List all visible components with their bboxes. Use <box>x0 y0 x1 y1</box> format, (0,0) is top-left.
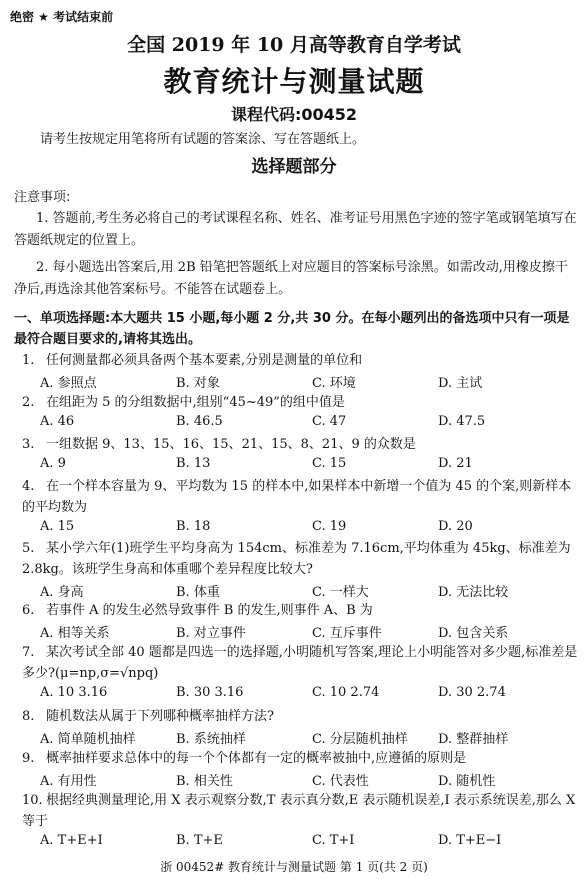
option-a: A. 简单随机抽样 <box>40 732 136 747</box>
question-number: 3. <box>22 437 35 452</box>
option-d: D. 30 2.74 <box>438 685 506 700</box>
subject-title: 教育统计与测量试题 <box>163 65 425 98</box>
option-b: B. 体重 <box>176 585 220 600</box>
question-text: 若事件 A 的发生必然导致事件 B 的发生,则事件 A、B 为 <box>46 603 373 618</box>
notice-item-text: 1. 答题前,考生务必将自己的考试课程名称、姓名、准考证号用黑色字迹的签字笔或钢笔填写在答题纸规定的位置上。 <box>14 211 577 248</box>
option-b: B. 30 3.16 <box>176 685 244 700</box>
option-c: C. 互斥事件 <box>312 626 382 641</box>
question-text: 随机数法从属于下列哪种概率抽样方法? <box>46 709 274 724</box>
option-a: A. 参照点 <box>40 376 97 391</box>
answer-instruction: 请考生按规定用笔将所有试题的答案涂、写在答题纸上。 <box>40 132 366 147</box>
option-d: D. 47.5 <box>438 414 486 429</box>
option-a: A. 9 <box>40 456 66 471</box>
option-d: D. 无法比较 <box>438 585 509 600</box>
question-text: 根据经典测量理论,用 X 表示观察分数,T 表示真分数,E 表示随机误差,I 表示系统误差,那么 X 等于 <box>22 793 576 829</box>
question-stem <box>22 392 580 413</box>
option-a: A. 10 3.16 <box>40 685 108 700</box>
option-a: A. 相等关系 <box>40 626 110 641</box>
question-stem <box>22 642 580 684</box>
question-text: 某小学六年(1)班学生平均身高为 154cm、标准差为 7.16cm,平均体重为 45kg、标准差为 2.8kg。该班学生身高和体重哪个差异程度比较大? <box>22 541 571 577</box>
option-b: B. 46.5 <box>176 414 223 429</box>
notice-item <box>14 257 578 301</box>
notice-item <box>14 208 578 252</box>
option-d: D. 21 <box>438 456 473 471</box>
option-a: A. 有用性 <box>40 774 97 789</box>
part-one-heading: 一、单项选择题:本大题共 15 小题,每小题 2 分,共 30 分。在每小题列出的备选项中只有一项是最符合题目要求的,请将其选出。 <box>14 311 570 347</box>
option-d: D. 包含关系 <box>438 626 509 641</box>
option-a: A. 15 <box>40 519 75 534</box>
option-d: D. 随机性 <box>438 774 496 789</box>
question-number: 5. <box>22 541 35 556</box>
option-c: C. T+I <box>312 833 355 848</box>
option-c: C. 环境 <box>312 376 356 391</box>
page-footer: 浙 00452# 教育统计与测量试题 第 1 页(共 2 页) <box>160 860 428 874</box>
notice-heading: 注意事项: <box>14 190 71 205</box>
question-number: 1. <box>22 353 35 368</box>
question-number: 7. <box>22 645 35 660</box>
exam-title: 全国 2019 年 10 月高等教育自学考试 <box>127 34 461 56</box>
option-c: C. 19 <box>312 519 347 534</box>
option-b: B. 对象 <box>176 376 220 391</box>
option-d: D. 主试 <box>438 376 483 391</box>
option-b: B. 对立事件 <box>176 626 246 641</box>
option-a: A. 身高 <box>40 585 84 600</box>
option-d: D. 20 <box>438 519 473 534</box>
option-d: D. T+E−I <box>438 833 502 848</box>
question-stem <box>22 538 580 580</box>
question-number: 10. <box>22 793 43 808</box>
question-stem <box>22 434 580 455</box>
option-b: B. 系统抽样 <box>176 732 246 747</box>
option-d: D. 整群抽样 <box>438 732 509 747</box>
question-text: 某次考试全部 40 题都是四选一的选择题,小明随机写答案,理论上小明能答对多少题,标准差是多少?(μ=np,σ=√npq) <box>22 645 578 681</box>
option-b: B. 相关性 <box>176 774 233 789</box>
question-text: 在一个样本容量为 9、平均数为 15 的样本中,如果样本中新增一个值为 45 的个案,则新样本的平均数为 <box>22 479 572 515</box>
question-number: 9. <box>22 751 35 766</box>
option-a: A. T+E+I <box>40 833 103 848</box>
option-c: C. 一样大 <box>312 585 369 600</box>
question-stem <box>22 790 580 832</box>
question-stem <box>22 706 580 727</box>
notice-item-text: 2. 每小题选出答案后,用 2B 铅笔把答题纸上对应题目的答案标号涂黑。如需改动,用橡皮擦干净后,再选涂其他答案标号。不能答在试题卷上。 <box>14 260 568 297</box>
question-number: 2. <box>22 395 35 410</box>
option-c: C. 分层随机抽样 <box>312 732 408 747</box>
option-c: C. 10 2.74 <box>312 685 380 700</box>
secret-label: 绝密 ★ 考试结束前 <box>10 10 114 24</box>
question-number: 8. <box>22 709 35 724</box>
question-number: 4. <box>22 479 35 494</box>
option-c: C. 47 <box>312 414 347 429</box>
option-b: B. 13 <box>176 456 211 471</box>
question-stem <box>22 748 580 769</box>
question-stem <box>22 600 580 621</box>
question-stem <box>22 476 580 518</box>
question-text: 一组数据 9、13、15、16、15、21、15、8、21、9 的众数是 <box>46 437 416 452</box>
course-code: 课程代码:00452 <box>230 105 358 124</box>
section-title: 选择题部分 <box>251 157 337 177</box>
question-text: 任何测量都必须具备两个基本要素,分别是测量的单位和 <box>46 353 363 368</box>
option-c: C. 代表性 <box>312 774 369 789</box>
question-stem <box>22 350 580 371</box>
option-b: B. 18 <box>176 519 211 534</box>
question-text: 概率抽样要求总体中的每一个个体都有一定的概率被抽中,应遵循的原则是 <box>46 751 467 766</box>
option-c: C. 15 <box>312 456 347 471</box>
question-number: 6. <box>22 603 35 618</box>
option-b: B. T+E <box>176 833 223 848</box>
option-a: A. 46 <box>40 414 75 429</box>
question-text: 在组距为 5 的分组数据中,组别“45~49”的组中值是 <box>46 395 345 410</box>
